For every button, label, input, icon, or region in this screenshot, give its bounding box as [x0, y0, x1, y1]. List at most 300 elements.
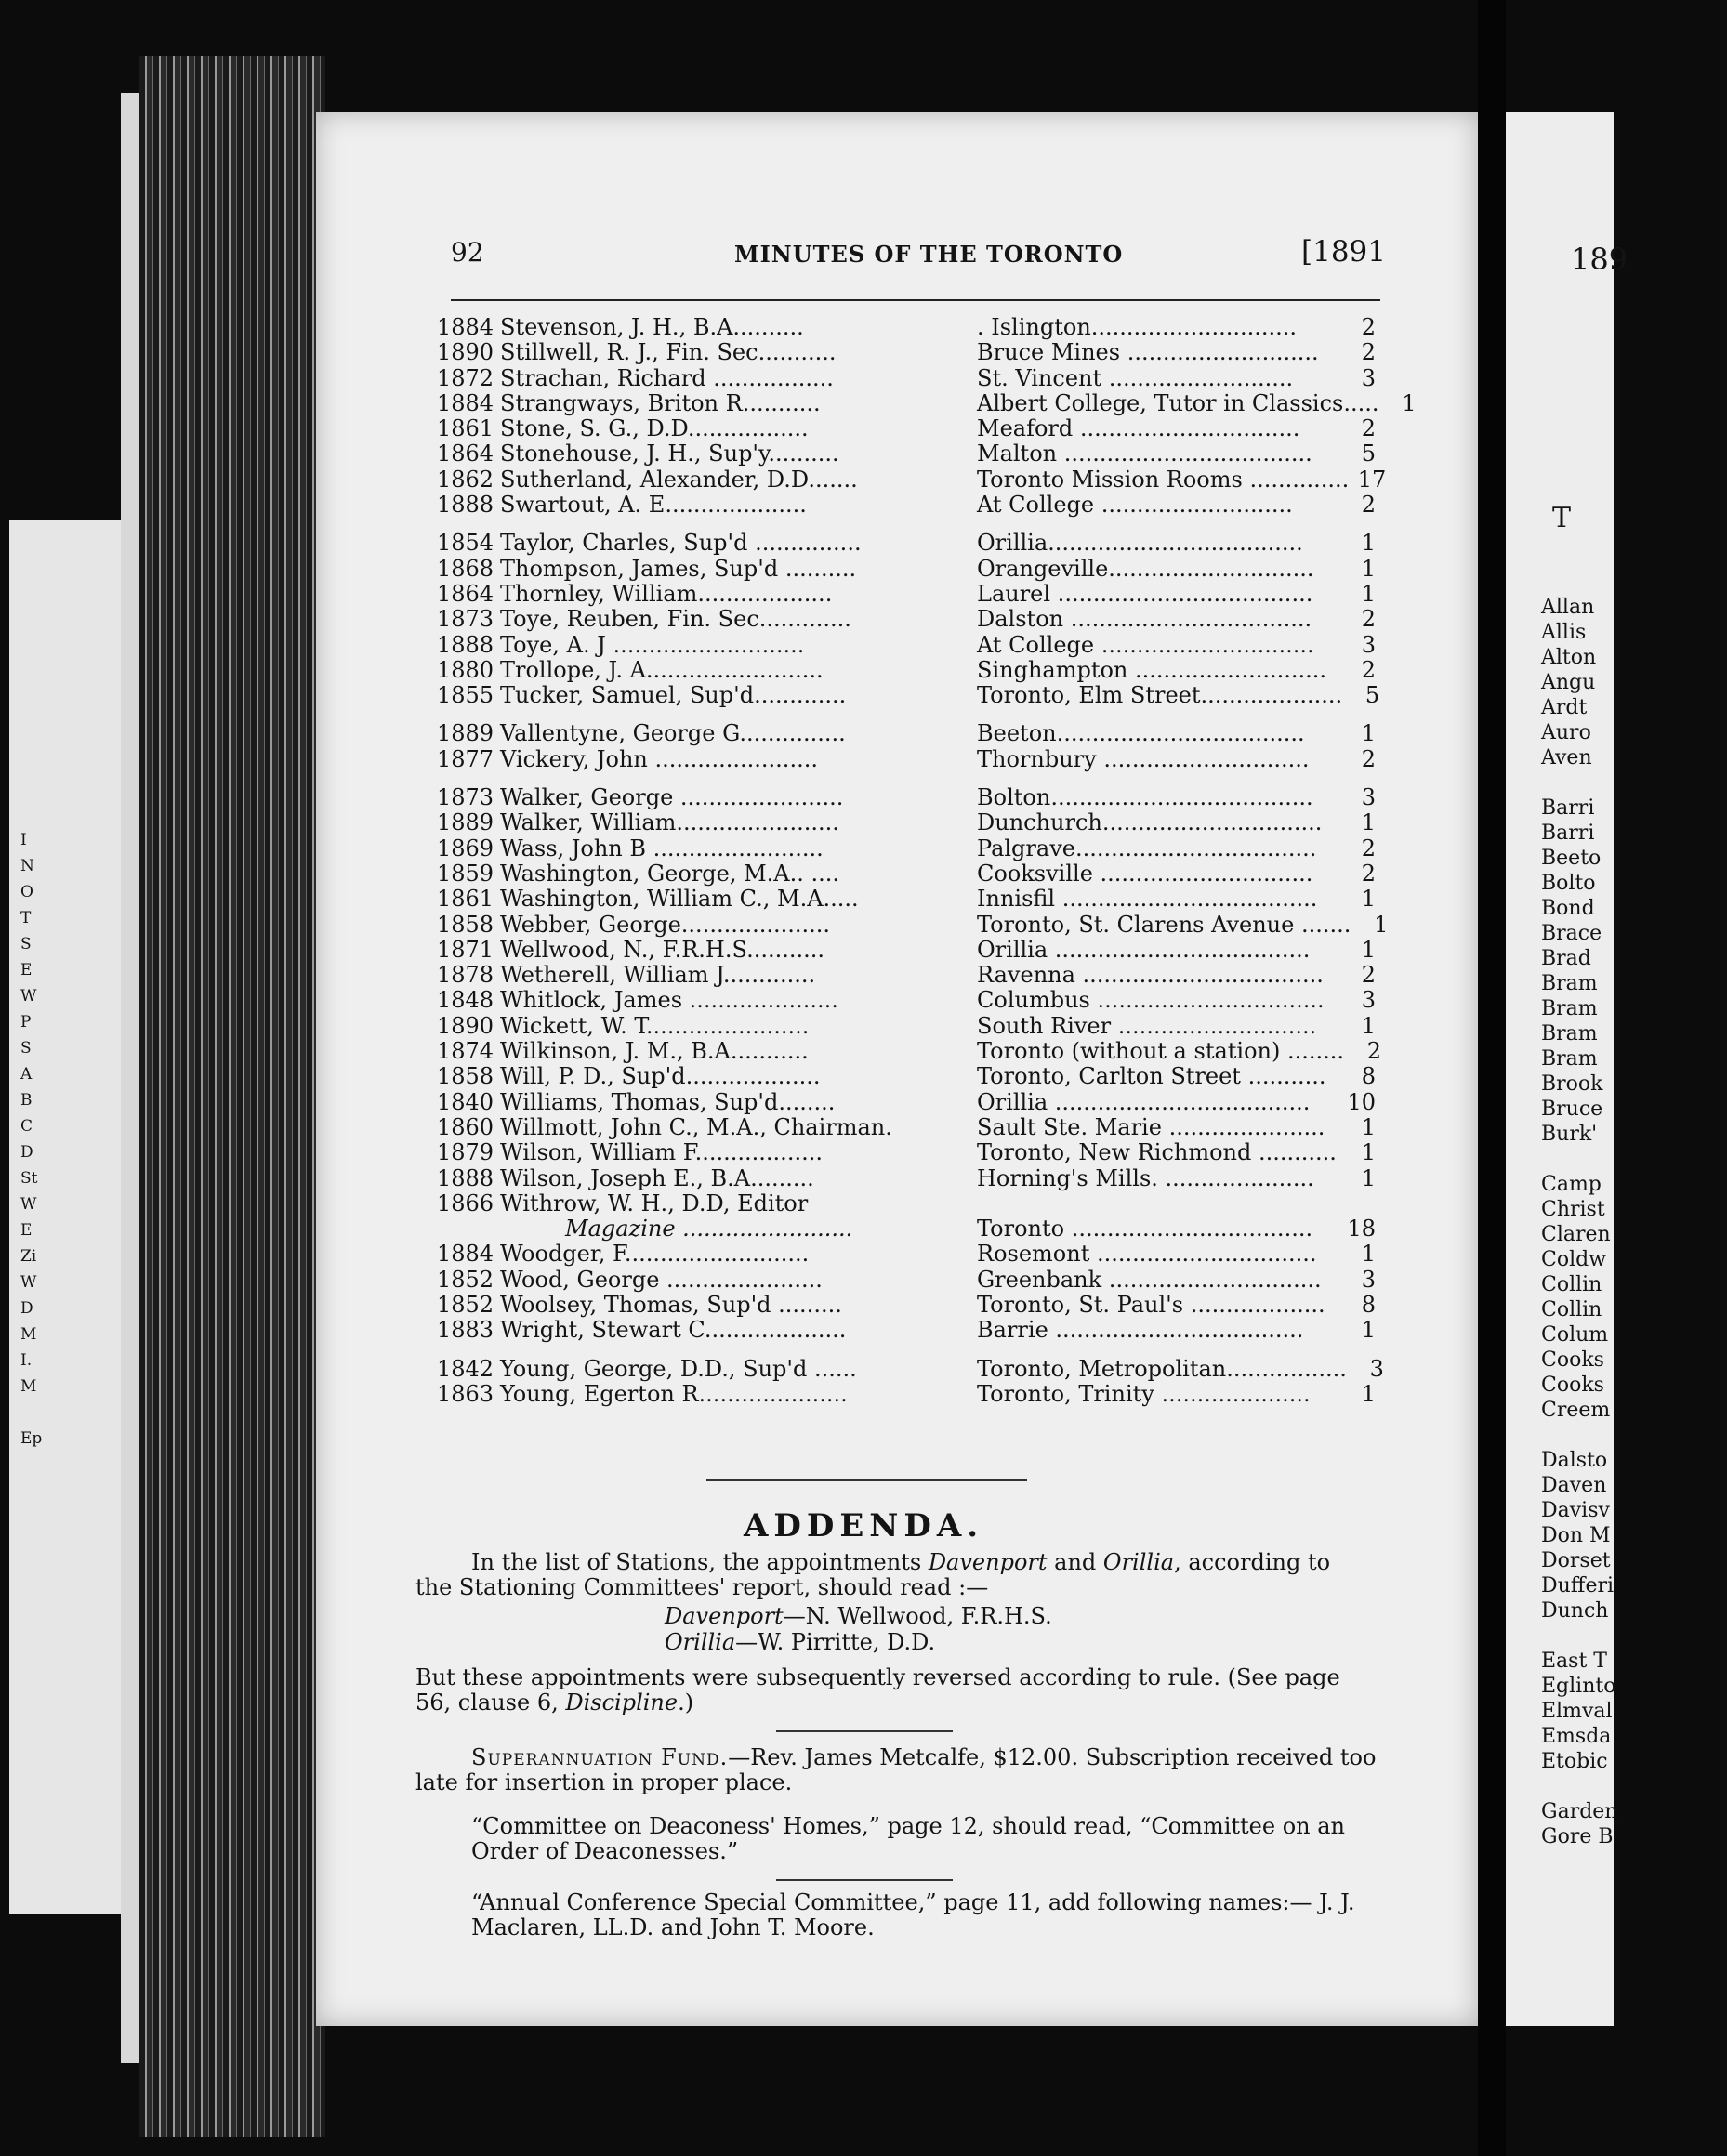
- entry-count: 1: [1361, 530, 1376, 557]
- list-item: [437, 581, 1376, 606]
- entry-count: 1: [1361, 1317, 1376, 1344]
- next-page-station: Dalsto: [1541, 1449, 1608, 1472]
- next-page-station: Coldw: [1541, 1248, 1607, 1271]
- entry-station: Singhampton ...........................: [977, 656, 1326, 683]
- entry-station: Innisfil ....................................: [977, 886, 1318, 913]
- entry-station: Toronto, Metropolitan.................: [977, 1355, 1347, 1382]
- orillia-label: Orillia: [665, 1629, 736, 1655]
- entry-count: 2: [1361, 745, 1376, 772]
- list-item: [437, 784, 1376, 809]
- entry-station: At College ..............................: [977, 631, 1314, 658]
- entry-name: Vickery, John .......................: [500, 745, 818, 772]
- next-page-station: [1541, 1147, 1727, 1172]
- list-item: [437, 389, 1417, 416]
- entry-count: 5: [1361, 440, 1376, 467]
- entry-count: 1: [1361, 1012, 1376, 1039]
- entry-station: Ravenna ..................................: [977, 962, 1324, 989]
- entry-station: Bruce Mines ...........................: [977, 339, 1319, 366]
- section-divider: [776, 1879, 953, 1881]
- book-gutter: [1478, 0, 1506, 2156]
- addenda-discipline: Discipline: [565, 1689, 679, 1716]
- previous-page-fragment: A: [20, 1065, 33, 1084]
- entry-year: 1873: [437, 784, 494, 811]
- entry-name: Vallentyne, George G...............: [500, 720, 846, 747]
- previous-page-fragment: D: [20, 1143, 33, 1162]
- next-page-station: Alton: [1541, 646, 1597, 669]
- previous-page-fragments: [20, 827, 42, 1452]
- entry-count: 8: [1361, 1063, 1376, 1090]
- entry-year: 1884: [437, 1241, 494, 1268]
- page-title: MINUTES OF THE TORONTO: [734, 241, 1124, 268]
- davenport-appointment: [665, 1604, 1052, 1629]
- entry-name: Washington, George, M.A.. ....: [500, 860, 840, 887]
- list-item: [437, 962, 1376, 987]
- page-header: [451, 235, 1386, 289]
- previous-page-fragment: W: [20, 1273, 37, 1292]
- next-page-station: Collin: [1541, 1273, 1602, 1296]
- orillia-value: —W. Pirritte, D.D.: [735, 1629, 936, 1655]
- addenda-orillia: Orillia: [1102, 1549, 1175, 1575]
- next-page-station: Creem: [1541, 1399, 1611, 1422]
- previous-page-fragment: I.: [20, 1351, 33, 1370]
- list-item: [437, 861, 1376, 886]
- next-page-station: Auro: [1541, 721, 1591, 744]
- next-page-station: Dufferi: [1541, 1574, 1615, 1597]
- list-item: [437, 1216, 1376, 1241]
- addenda-paragraph-special-committee: [415, 1890, 1382, 1940]
- entry-station: Toronto, St. Clarens Avenue .......: [977, 911, 1351, 938]
- previous-page-edge: [9, 520, 121, 1914]
- addenda-text: , according to: [1174, 1549, 1331, 1575]
- next-page-station: Collin: [1541, 1298, 1602, 1321]
- entry-name: Wright, Stewart C....................: [500, 1317, 847, 1344]
- list-item: [437, 809, 1376, 835]
- entry-name: Woolsey, Thomas, Sup'd .........: [500, 1291, 842, 1318]
- next-page-station: Barri: [1541, 796, 1595, 820]
- previous-page-fragment: C: [20, 1117, 33, 1136]
- entry-year: 1855: [437, 682, 494, 709]
- entry-name: Magazine ........................: [565, 1216, 853, 1242]
- next-page-edge: [1506, 112, 1628, 2026]
- next-page-station: Dorset: [1541, 1549, 1611, 1572]
- list-item: [437, 556, 1376, 581]
- entry-station: Toronto, St. Paul's ...................: [977, 1291, 1325, 1318]
- entry-station: Horning's Mills. .....................: [977, 1164, 1314, 1191]
- previous-page-fragment: S: [20, 935, 32, 953]
- entry-count: 2: [1361, 314, 1376, 340]
- previous-page-fragment: [20, 1400, 42, 1426]
- list-item: [437, 339, 1376, 364]
- entry-name: Taylor, Charles, Sup'd ...............: [500, 530, 862, 557]
- next-page-station: Emsda: [1541, 1725, 1612, 1748]
- entry-station: Toronto (without a station) ........: [977, 1038, 1345, 1065]
- next-page-letter: T: [1552, 502, 1572, 534]
- entry-year: 1852: [437, 1291, 494, 1318]
- next-page-station: Colum: [1541, 1323, 1609, 1347]
- next-page-station: Brook: [1541, 1072, 1603, 1096]
- list-item: [437, 1267, 1376, 1292]
- entry-year: 1888: [437, 492, 494, 519]
- page-year: [1891: [1301, 235, 1386, 269]
- entry-name: Wickett, W. T.......................: [500, 1012, 810, 1039]
- entry-station: Orillia ....................................: [977, 1088, 1311, 1115]
- next-page-station: Allis: [1541, 621, 1587, 644]
- list-item: [437, 1317, 1376, 1342]
- book-binding: [139, 56, 325, 2137]
- entry-year: 1878: [437, 962, 494, 989]
- next-page-station: Bram: [1541, 972, 1598, 995]
- list-item: [437, 835, 1376, 861]
- entry-name: Toye, A. J ...........................: [500, 631, 805, 658]
- entry-year: 1858: [437, 911, 494, 938]
- next-page-station: Camp: [1541, 1173, 1602, 1196]
- addenda-paragraph-reversal: [415, 1665, 1382, 1716]
- entry-station: Orillia....................................: [977, 530, 1303, 557]
- entry-station: Dalston ..................................: [977, 606, 1312, 633]
- entry-name: Wetherell, William J.............: [500, 962, 816, 989]
- entry-name: Wilson, William F..................: [500, 1139, 823, 1166]
- davenport-label: Davenport: [665, 1603, 784, 1629]
- next-page-station: Claren: [1541, 1223, 1611, 1246]
- entry-count: 1: [1361, 886, 1376, 913]
- next-page-station: Bram: [1541, 997, 1598, 1020]
- entry-station: Toronto ..................................: [977, 1216, 1313, 1242]
- entry-year: 1861: [437, 886, 494, 913]
- entry-year: 1890: [437, 1012, 494, 1039]
- next-page-station: Burk': [1541, 1123, 1598, 1146]
- entry-count: 2: [1361, 492, 1376, 519]
- entry-name: Wood, George ......................: [500, 1266, 823, 1293]
- entry-year: 1869: [437, 835, 494, 861]
- entry-name: Willmott, John C., M.A., Chairman.: [500, 1113, 892, 1140]
- entry-year: 1889: [437, 720, 494, 747]
- entry-year: 1860: [437, 1113, 494, 1140]
- previous-page-fragment: D: [20, 1299, 33, 1318]
- entry-count: 2: [1361, 339, 1376, 366]
- list-item: [437, 682, 1380, 709]
- list-item: [437, 1165, 1376, 1190]
- entry-year: 1889: [437, 809, 494, 836]
- entry-name: Strangways, Briton R...........: [500, 389, 821, 416]
- entry-name: Thornley, William...................: [500, 580, 833, 607]
- list-item: [437, 1381, 1376, 1406]
- next-page-station: Beeto: [1541, 847, 1602, 870]
- entry-station: Dunchurch...............................: [977, 809, 1323, 836]
- entry-count: 1: [1361, 580, 1376, 607]
- list-item: [437, 1355, 1384, 1382]
- list-item: [437, 987, 1376, 1012]
- addenda-text: and: [1047, 1549, 1103, 1575]
- entry-station: Columbus ................................: [977, 987, 1325, 1014]
- list-item: [437, 657, 1376, 682]
- list-item: [437, 720, 1376, 745]
- list-item: [437, 492, 1376, 517]
- next-page-station: Barri: [1541, 822, 1595, 845]
- entry-name: Will, P. D., Sup'd...................: [500, 1063, 821, 1090]
- previous-page-fragment: T: [20, 909, 32, 927]
- next-page-number: 189: [1571, 242, 1628, 277]
- entry-count: 2: [1361, 962, 1376, 989]
- entry-count: 8: [1361, 1291, 1376, 1318]
- entry-station: Orangeville.............................: [977, 555, 1314, 582]
- list-item: [437, 440, 1376, 466]
- entry-name: Stonehouse, J. H., Sup'y..........: [500, 440, 839, 467]
- next-page-station: Garden: [1541, 1800, 1618, 1823]
- entry-name: Webber, George.....................: [500, 911, 831, 938]
- next-page-station: Angu: [1541, 671, 1596, 694]
- entry-name: Thompson, James, Sup'd ..........: [500, 555, 857, 582]
- entry-count: 1: [1361, 720, 1376, 747]
- entry-name: Toye, Reuben, Fin. Sec.............: [500, 606, 851, 633]
- next-page-station: Brace: [1541, 922, 1602, 945]
- entry-count: 1: [1361, 1113, 1376, 1140]
- list-gap: [437, 707, 1376, 720]
- entry-name: Williams, Thomas, Sup'd........: [500, 1088, 836, 1115]
- entry-year: 1888: [437, 1164, 494, 1191]
- entry-year: 1877: [437, 745, 494, 772]
- entry-station: Sault Ste. Marie ......................: [977, 1113, 1325, 1140]
- next-page-station: Aven: [1541, 746, 1592, 769]
- header-rule: [451, 299, 1380, 301]
- list-item: [437, 314, 1376, 339]
- previous-page-fragment: Zi: [20, 1247, 37, 1266]
- ministers-list: [437, 314, 1417, 1407]
- addenda-text: .): [678, 1689, 694, 1716]
- entry-year: 1888: [437, 631, 494, 658]
- entry-station: Thornbury .............................: [977, 745, 1310, 772]
- entry-year: 1890: [437, 339, 494, 366]
- entry-name: Wilkinson, J. M., B.A...........: [500, 1038, 809, 1065]
- entry-station: Greenbank ..............................: [977, 1266, 1322, 1293]
- entry-name: Walker, George .......................: [500, 784, 844, 811]
- next-page-station: Bruce: [1541, 1098, 1603, 1121]
- next-page-station: Allan: [1541, 596, 1595, 619]
- entry-year: 1874: [437, 1038, 494, 1065]
- entry-name: Stone, S. G., D.D.................: [500, 415, 809, 442]
- entry-name: Wass, John B ........................: [500, 835, 824, 861]
- entry-year: 1861: [437, 415, 494, 442]
- previous-page-fragment: M: [20, 1325, 37, 1344]
- entry-station: Toronto Mission Rooms ..............: [977, 466, 1350, 493]
- entry-count: 1: [1361, 809, 1376, 836]
- list-item: [437, 1292, 1376, 1317]
- entry-year: 1866: [437, 1190, 494, 1216]
- entry-year: 1884: [437, 389, 494, 416]
- entry-count: 3: [1361, 1266, 1376, 1293]
- entry-year: 1862: [437, 466, 494, 493]
- previous-page-fragment: St: [20, 1169, 38, 1188]
- entry-year: 1840: [437, 1088, 494, 1115]
- addenda-paragraph-superannuation: [415, 1745, 1382, 1795]
- entry-name: Tucker, Samuel, Sup'd.............: [500, 682, 847, 709]
- entry-year: 1842: [437, 1355, 494, 1382]
- next-page-station: Brad: [1541, 947, 1591, 970]
- list-item: [437, 365, 1376, 390]
- entry-station: Laurel ....................................: [977, 580, 1313, 607]
- next-page-station: [1541, 1624, 1727, 1649]
- entry-station: Meaford ...............................: [977, 415, 1300, 442]
- next-page-station: Bond: [1541, 897, 1595, 920]
- entry-year: 1859: [437, 860, 494, 887]
- davenport-value: —N. Wellwood, F.R.H.S.: [783, 1603, 1052, 1629]
- orillia-appointment: [665, 1630, 935, 1655]
- entry-count: 1: [1361, 1164, 1376, 1191]
- entry-station: Beeton...................................: [977, 720, 1305, 747]
- previous-page-fragment: O: [20, 883, 33, 901]
- entry-year: 1863: [437, 1380, 494, 1407]
- next-page-station: Etobic: [1541, 1750, 1608, 1773]
- next-page-station: Davisv: [1541, 1499, 1610, 1522]
- previous-page-fragment: N: [20, 857, 34, 875]
- list-gap: [437, 771, 1376, 784]
- entry-station: . Islington.............................: [977, 314, 1298, 340]
- entry-year: 1858: [437, 1063, 494, 1090]
- entry-station: Toronto, Carlton Street ...........: [977, 1063, 1326, 1090]
- entry-count: 1: [1361, 1241, 1376, 1268]
- entry-name: Stillwell, R. J., Fin. Sec...........: [500, 339, 837, 366]
- entry-year: 1868: [437, 555, 494, 582]
- entry-name: Young, George, D.D., Sup'd ......: [500, 1355, 857, 1382]
- entry-count: 3: [1361, 364, 1376, 391]
- list-item: [437, 606, 1376, 631]
- entry-count: 1: [1361, 1139, 1376, 1166]
- next-page-station: Cooks: [1541, 1374, 1604, 1397]
- previous-page-fragment: W: [20, 1195, 37, 1214]
- list-item: [437, 1114, 1376, 1139]
- addenda-text: the Stationing Committees' report, should read :—: [415, 1574, 989, 1600]
- entry-count: 10: [1347, 1088, 1376, 1115]
- entry-year: 1884: [437, 314, 494, 340]
- entry-count: 2: [1366, 1038, 1382, 1065]
- list-item: [437, 1013, 1376, 1038]
- previous-page-fragment: P: [20, 1013, 32, 1032]
- entry-name: Walker, William.......................: [500, 809, 839, 836]
- page-number: 92: [451, 237, 484, 268]
- entry-station: Cooksville ..............................: [977, 860, 1313, 887]
- entry-station: Orillia ....................................: [977, 936, 1311, 963]
- entry-name: Whitlock, James .....................: [500, 987, 838, 1014]
- previous-page-fragment: S: [20, 1039, 32, 1058]
- entry-count: 1: [1361, 555, 1376, 582]
- addenda-text: In the list of Stations, the appointments: [471, 1549, 929, 1575]
- next-page-station: Bolto: [1541, 872, 1596, 895]
- entry-station: Toronto, Elm Street....................: [977, 682, 1343, 709]
- entry-station: Toronto, Trinity .....................: [977, 1380, 1311, 1407]
- previous-page-fragment: E: [20, 961, 33, 979]
- entry-station: Bolton.....................................: [977, 784, 1313, 811]
- entry-year: 1864: [437, 580, 494, 607]
- next-page-station: Elmval: [1541, 1700, 1613, 1723]
- list-item: [437, 1241, 1376, 1266]
- entry-station: At College ...........................: [977, 492, 1293, 519]
- entry-name: Washington, William C., M.A.....: [500, 886, 859, 913]
- entry-year: 1879: [437, 1139, 494, 1166]
- entry-name: Swartout, A. E....................: [500, 492, 807, 519]
- list-item: [437, 937, 1376, 962]
- entry-year: 1883: [437, 1317, 494, 1344]
- previous-page-fragment: W: [20, 987, 37, 1006]
- entry-count: 1: [1361, 936, 1376, 963]
- entry-count: 5: [1364, 682, 1380, 709]
- list-item: [437, 1139, 1376, 1164]
- section-divider: [706, 1479, 1027, 1481]
- next-page-station: Bram: [1541, 1022, 1598, 1045]
- list-item: [437, 466, 1387, 493]
- next-page-station: Dunch: [1541, 1599, 1609, 1623]
- addenda-paragraph-deaconess: [415, 1814, 1382, 1864]
- entry-count: 2: [1361, 415, 1376, 442]
- entry-name: Wellwood, N., F.R.H.S...........: [500, 936, 824, 963]
- entry-station: Rosemont ...............................: [977, 1241, 1317, 1268]
- addenda-title: ADDENDA.: [744, 1507, 984, 1545]
- entry-count: 3: [1361, 784, 1376, 811]
- entry-name: Strachan, Richard .................: [500, 364, 834, 391]
- previous-page-fragment: Ep: [20, 1429, 43, 1448]
- next-page-station: Don M: [1541, 1524, 1611, 1547]
- entry-year: 1872: [437, 364, 494, 391]
- next-page-station: Cooks: [1541, 1348, 1604, 1372]
- entry-count: 3: [1361, 987, 1376, 1014]
- next-page-station: Bram: [1541, 1047, 1598, 1071]
- entry-count: 2: [1361, 606, 1376, 633]
- entry-name: Woodger, F..........................: [500, 1241, 810, 1268]
- next-page-station-list: [1541, 595, 1727, 1849]
- entry-year: 1854: [437, 530, 494, 557]
- entry-count: 1: [1402, 389, 1417, 416]
- entry-station: Toronto, New Richmond ...........: [977, 1139, 1337, 1166]
- list-item: [437, 911, 1389, 938]
- previous-page-fragment: M: [20, 1377, 37, 1396]
- entry-name: Stevenson, J. H., B.A..........: [500, 314, 804, 340]
- entry-count: 18: [1347, 1216, 1376, 1242]
- entry-station: Malton ...................................: [977, 440, 1312, 467]
- addenda-paragraph-stations: [415, 1550, 1382, 1600]
- entry-name: Young, Egerton R.....................: [500, 1380, 848, 1407]
- next-page-station: [1541, 1774, 1727, 1799]
- list-item: [437, 1063, 1376, 1088]
- addenda-text: “Committee on Deaconess' Homes,” page 12, should read, “Committee on an Order of Deaconesses.”: [471, 1813, 1345, 1864]
- entry-year: 1848: [437, 987, 494, 1014]
- list-item: [437, 415, 1376, 440]
- entry-year: 1864: [437, 440, 494, 467]
- entry-name: Sutherland, Alexander, D.D.......: [500, 466, 858, 493]
- previous-page-fragment: E: [20, 1221, 33, 1240]
- entry-count: 3: [1369, 1355, 1384, 1382]
- entry-count: 17: [1357, 466, 1387, 493]
- list-item: [437, 530, 1376, 555]
- next-page-station: Gore B: [1541, 1825, 1614, 1848]
- entry-year: 1852: [437, 1266, 494, 1293]
- entry-count: 2: [1361, 656, 1376, 683]
- entry-station: South River ............................: [977, 1012, 1317, 1039]
- list-item: [437, 1038, 1382, 1065]
- entry-count: 2: [1361, 835, 1376, 861]
- entry-count: 1: [1361, 1380, 1376, 1407]
- entry-year: 1873: [437, 606, 494, 633]
- previous-page-fragment: B: [20, 1091, 33, 1110]
- list-gap: [437, 1343, 1376, 1356]
- next-page-station: East T: [1541, 1650, 1607, 1673]
- next-page-station: [1541, 1423, 1727, 1448]
- list-item: [437, 1089, 1376, 1114]
- entry-count: 2: [1361, 860, 1376, 887]
- list-item: [437, 1190, 1376, 1216]
- next-page-station: Ardt: [1541, 696, 1588, 719]
- entry-station: Palgrave..................................: [977, 835, 1317, 861]
- next-page-station: Christ: [1541, 1198, 1605, 1221]
- next-page-station: [1541, 770, 1727, 795]
- addenda-text: —Rev. James Metcalfe, $12.00. Subscription received too late for insertion in proper place.: [415, 1744, 1377, 1795]
